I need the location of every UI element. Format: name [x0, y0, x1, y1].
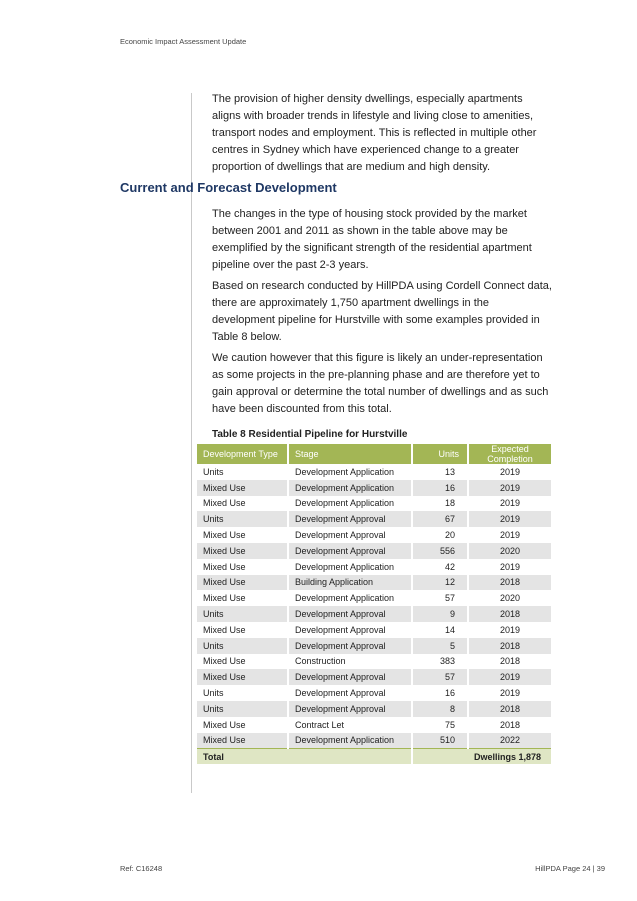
table-row [197, 464, 551, 480]
table-row [197, 606, 551, 622]
cell-stage: Development Approval [288, 701, 412, 717]
cell-units: 383 [412, 654, 468, 670]
cell-stage: Development Application [288, 464, 412, 480]
cell-completion: 2019 [499, 561, 521, 572]
cell-units: 12 [412, 575, 468, 591]
table-row [197, 496, 551, 512]
cell-completion: 2020 [468, 543, 551, 559]
table-row [197, 654, 551, 670]
cell-completion: 2018 [468, 701, 551, 717]
table-total-row [197, 749, 551, 765]
cell-type: Units [197, 701, 288, 717]
cell-units: 556 [412, 543, 468, 559]
cell-units: 67 [412, 511, 468, 527]
cell-stage: Construction [288, 654, 412, 670]
cell-units: 8 [412, 701, 468, 717]
total-value: Dwellings 1,878 [412, 749, 551, 765]
header-stage: Stage [288, 444, 412, 464]
cell-type: Mixed Use [197, 480, 288, 496]
cell-completion: 2019 [468, 480, 551, 496]
cell-type: Units [197, 606, 288, 622]
cell-units: 20 [412, 527, 468, 543]
footer-page-number: HillPDA Page 24 | 39 [535, 864, 605, 873]
table-row [197, 575, 551, 591]
total-label: Total [197, 749, 412, 765]
table-row [197, 559, 551, 575]
cell-type: Mixed Use [197, 590, 288, 606]
table-body [197, 464, 551, 749]
header-expected-completion: Expected Completion [468, 444, 551, 464]
cell-type: Units [197, 511, 288, 527]
cell-units: 18 [412, 496, 468, 512]
cell-completion: 2018 [468, 638, 551, 654]
cell-completion: 2019 [499, 498, 521, 509]
cell-units: 16 [412, 685, 468, 701]
table-row [197, 590, 551, 606]
cell-type: Units [197, 464, 288, 480]
paragraph-housing-changes: The changes in the type of housing stock provided by the market between 2001 and 2011 as shown in the table above may be exemplified by the significant strength of the residential apartment pipeline over the past 2-3 years. [212, 208, 532, 271]
cell-units: 9 [412, 606, 468, 622]
cell-units: 510 [412, 733, 468, 749]
header-units: Units [412, 444, 468, 464]
table-row [197, 511, 551, 527]
cell-type: Mixed Use [197, 496, 288, 512]
cell-units: 14 [412, 622, 468, 638]
cell-completion: 2019 [499, 624, 521, 635]
cell-stage: Development Application [288, 480, 412, 496]
cell-completion: 2019 [468, 669, 551, 685]
cell-stage: Development Application [288, 733, 412, 749]
cell-stage: Development Application [288, 559, 412, 575]
cell-stage: Development Approval [288, 527, 412, 543]
cell-type: Mixed Use [197, 559, 288, 575]
table-row [197, 480, 551, 496]
paragraph-caution: We caution however that this figure is likely an under-representation as some projects in the pre-planning phase and are therefore yet to gain approval or determine the total number of dwellings and as such have been discounted from this total. [212, 352, 549, 415]
cell-completion: 2019 [499, 466, 521, 477]
cell-type: Mixed Use [197, 622, 288, 638]
cell-units: 16 [412, 480, 468, 496]
cell-units: 75 [412, 717, 468, 733]
table-row [197, 717, 551, 733]
table-row [197, 622, 551, 638]
table-header-row [197, 444, 551, 464]
table-row [197, 685, 551, 701]
cell-completion: 2018 [499, 719, 521, 730]
table-caption: Table 8 Residential Pipeline for Hurstville [212, 429, 408, 440]
cell-completion: 2022 [468, 733, 551, 749]
cell-stage: Development Application [288, 496, 412, 512]
running-header: Economic Impact Assessment Update [120, 37, 247, 46]
cell-units: 42 [412, 559, 468, 575]
cell-stage: Development Approval [288, 638, 412, 654]
section-heading: Current and Forecast Development [120, 180, 337, 195]
cell-stage: Development Approval [288, 606, 412, 622]
cell-completion: 2018 [468, 606, 551, 622]
cell-completion: 2020 [499, 593, 521, 604]
cell-stage: Building Application [288, 575, 412, 591]
table-row [197, 733, 551, 749]
cell-stage: Development Approval [288, 543, 412, 559]
cell-type: Mixed Use [197, 669, 288, 685]
cell-units: 13 [412, 464, 468, 480]
table-row [197, 543, 551, 559]
paragraph-pipeline-research: Based on research conducted by HillPDA using Cordell Connect data, there are approximately 1,750 apartment dwellings in the development pipeline for Hurstville with some examples provided in Table 8 below. [212, 280, 552, 343]
cell-type: Mixed Use [197, 527, 288, 543]
cell-stage: Development Approval [288, 511, 412, 527]
table-row [197, 701, 551, 717]
cell-stage: Development Application [288, 590, 412, 606]
cell-units: 57 [412, 590, 468, 606]
cell-type: Units [197, 685, 288, 701]
cell-stage: Development Approval [288, 622, 412, 638]
cell-completion: 2019 [499, 688, 521, 699]
cell-type: Mixed Use [197, 733, 288, 749]
cell-stage: Development Approval [288, 669, 412, 685]
cell-completion: 2018 [499, 656, 521, 667]
header-development-type: Development Type [197, 444, 288, 464]
cell-type: Mixed Use [197, 654, 288, 670]
cell-type: Units [197, 638, 288, 654]
cell-completion: 2019 [499, 530, 521, 541]
footer-reference: Ref: C16248 [120, 864, 163, 873]
table-row [197, 527, 551, 543]
cell-completion: 2019 [468, 511, 551, 527]
cell-type: Mixed Use [197, 717, 288, 733]
cell-stage: Contract Let [288, 717, 412, 733]
cell-units: 5 [412, 638, 468, 654]
cell-type: Mixed Use [197, 543, 288, 559]
table-row [197, 638, 551, 654]
table-row [197, 669, 551, 685]
margin-rule [191, 93, 192, 793]
pipeline-table [197, 444, 551, 764]
cell-stage: Development Approval [288, 685, 412, 701]
paragraph-density-trends: The provision of higher density dwellings, especially apartments aligns with broader trends in lifestyle and living close to amenities, transport nodes and employment. This is reflected in multiple other centres in Sydney which have experienced change to a greater proportion of dwellings that are medium and high density. [212, 93, 537, 173]
cell-type: Mixed Use [197, 575, 288, 591]
cell-units: 57 [412, 669, 468, 685]
cell-completion: 2018 [468, 575, 551, 591]
